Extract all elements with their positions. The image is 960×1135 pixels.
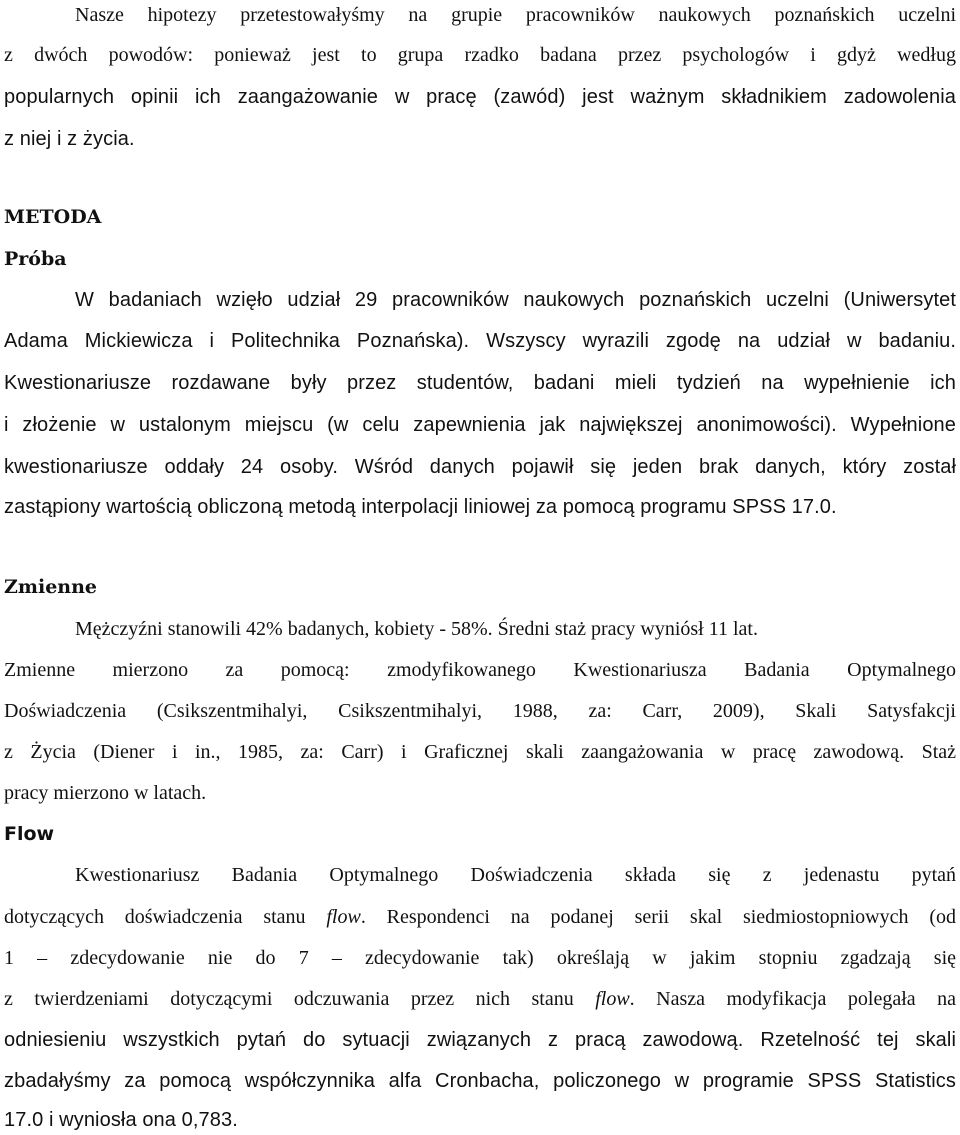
proba-line-3: Kwestionariusze rozdawane były przez studentów, badani mieli tydzień na wypełnienie ich <box>4 372 956 394</box>
flow-term-2: flow <box>595 988 630 1010</box>
flow-line-3: 1 – zdecydowanie nie do 7 – zdecydowanie tak) określają w jakim stopniu zgadzają się <box>4 947 956 969</box>
flow-line-5: odniesieniu wszystkich pytań do sytuacji związanych z pracą zawodową. Rzetelność tej skali <box>4 1029 956 1051</box>
flow-term-1: flow <box>326 906 361 928</box>
proba-line-5: kwestionariusze oddały 24 osoby. Wśród danych pojawił się jeden brak danych, który został <box>4 456 956 478</box>
flow-line-2 <box>4 904 956 930</box>
proba-line-1: W badaniach wzięło udział 29 pracowników naukowych poznańskich uczelni (Uniwersytet <box>75 289 956 311</box>
flow-line-7: 17.0 i wyniosła ona 0,783. <box>4 1109 238 1131</box>
proba-line-2: Adama Mickiewicza i Politechnika Poznańska). Wszyscy wyrazili zgodę na udział w badaniu. <box>4 330 956 352</box>
intro-line-4: z niej i z życia. <box>4 128 135 150</box>
subsection-heading-zmienne: Zmienne <box>4 576 97 598</box>
subsection-heading-flow: Flow <box>4 823 55 845</box>
intro-line-2: z dwóch powodów: ponieważ jest to grupa rzadko badana przez psychologów i gdyż według <box>4 44 956 66</box>
intro-line-3: popularnych opinii ich zaangażowanie w pracę (zawód) jest ważnym składnikiem zadowolenia <box>4 86 956 108</box>
flow-line-4-post: . Nasza modyfikacja polegała na <box>629 988 956 1010</box>
zmienne-line-3: Doświadczenia (Csikszentmihalyi, Csikszentmihalyi, 1988, za: Carr, 2009), Skali Satysfakcji <box>4 700 956 722</box>
proba-line-4: i złożenie w ustalonym miejscu (w celu zapewnienia jak największej anonimowości). Wypełnione <box>4 414 956 436</box>
zmienne-line-4: z Życia (Diener i in., 1985, za: Carr) i Graficznej skali zaangażowania w pracę zawodową. Staż <box>4 741 956 763</box>
flow-line-4-pre: z twierdzeniami dotyczącymi odczuwania przez nich stanu <box>4 988 596 1010</box>
proba-line-6: zastąpiony wartością obliczoną metodą interpolacji liniowej za pomocą programu SPSS 17.0. <box>4 496 837 518</box>
subsection-heading-proba: Próba <box>4 248 67 270</box>
zmienne-line-1: Mężczyźni stanowili 42% badanych, kobiety - 58%. Średni staż pracy wyniósł 11 lat. <box>75 618 758 640</box>
zmienne-line-5: pracy mierzono w latach. <box>4 782 207 804</box>
flow-line-2-post: . Respondenci na podanej serii skal siedmiostopniowych (od <box>360 906 956 928</box>
flow-line-6: zbadałyśmy za pomocą współczynnika alfa Cronbacha, policzonego w programie SPSS Statistics <box>4 1070 956 1092</box>
zmienne-line-2: Zmienne mierzono za pomocą: zmodyfikowanego Kwestionariusza Badania Optymalnego <box>4 659 956 681</box>
flow-line-4 <box>4 986 956 1012</box>
section-heading-metoda: METODA <box>4 206 102 228</box>
flow-line-1: Kwestionariusz Badania Optymalnego Doświadczenia składa się z jedenastu pytań <box>75 864 956 886</box>
intro-line-1: Nasze hipotezy przetestowałyśmy na grupie pracowników naukowych poznańskich uczelni <box>75 4 956 26</box>
flow-line-2-pre: dotyczących doświadczenia stanu <box>4 906 327 928</box>
